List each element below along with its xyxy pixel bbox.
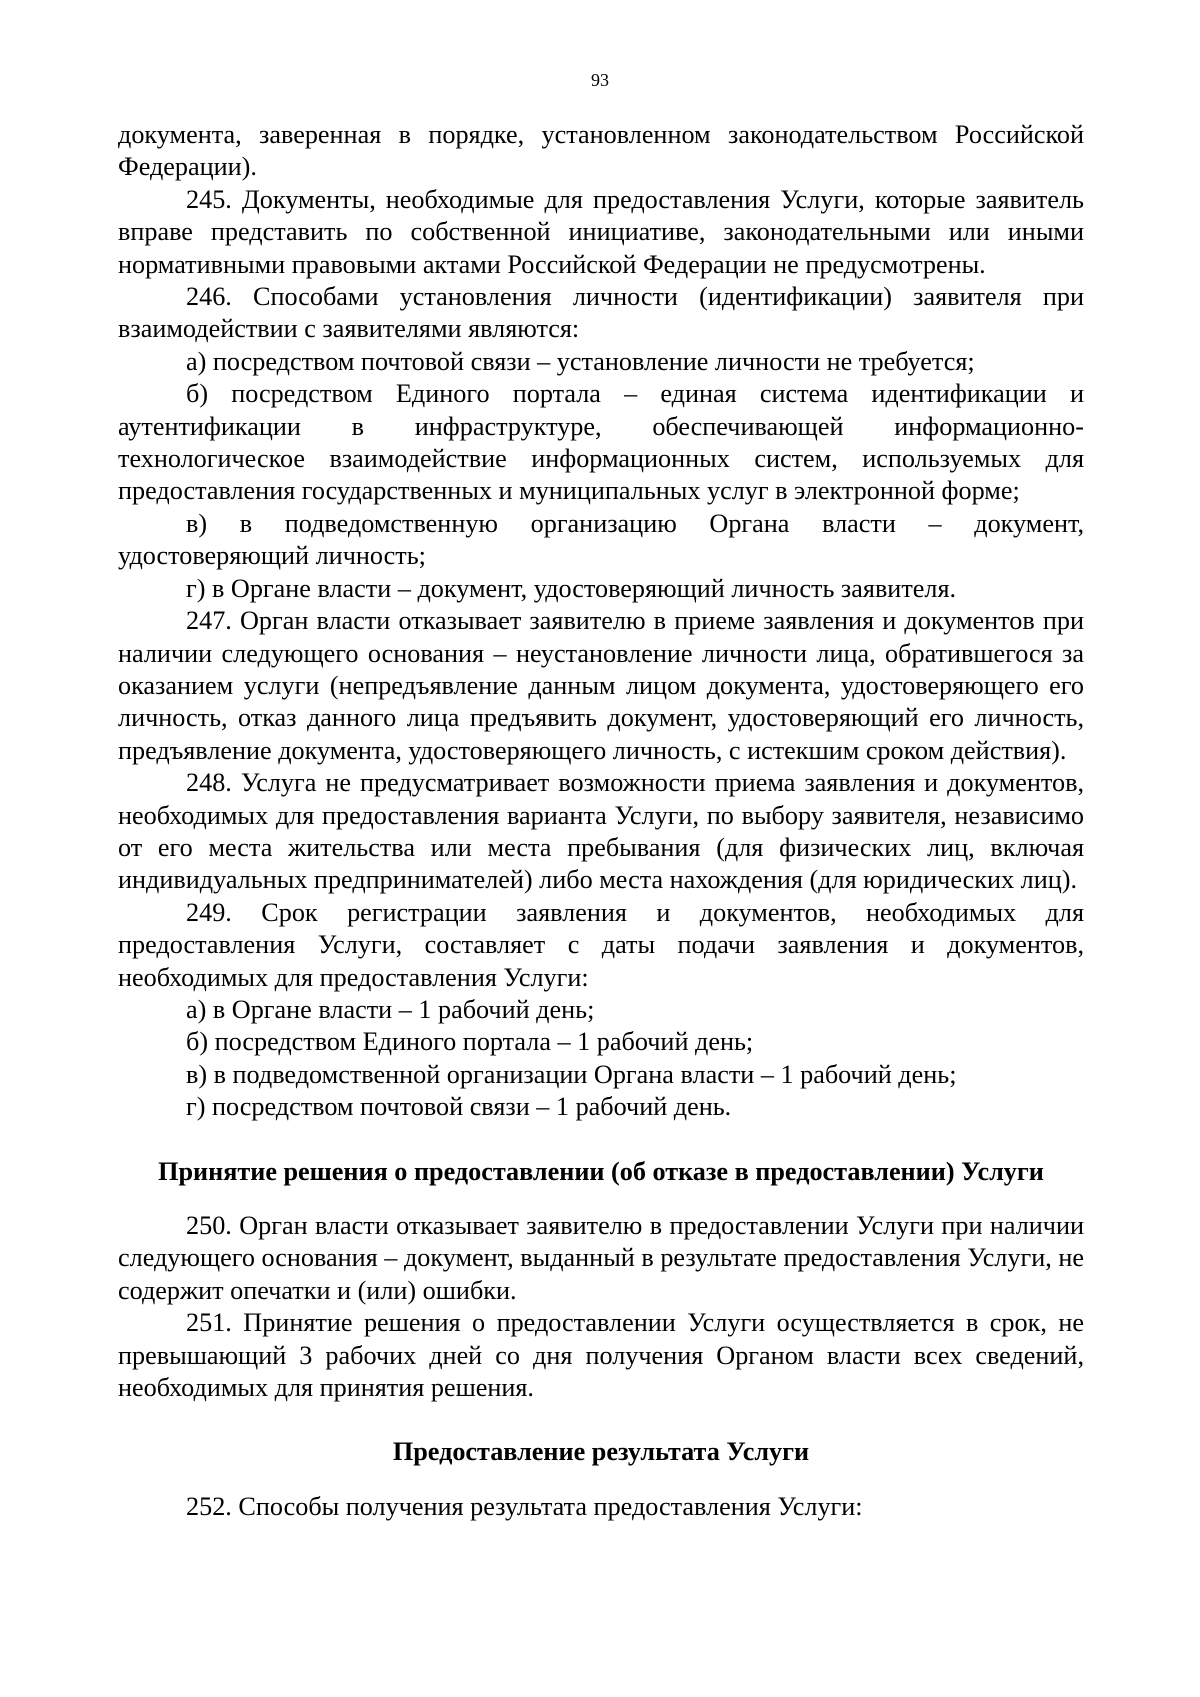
paragraph-247: 247. Орган власти отказывает заявителю в приеме заявления и документов при наличии следующего основания – неустановление личности лица, обратившегося за оказанием услуги (непредъявление данным лицом документа, удостоверяющего его личность, отказ данного лица предъявить документ, удостоверяющий его личность, предъявление документа, удостоверяющего личность, с истекшим сроком действия). — [118, 606, 1084, 765]
paragraph-246-b: б) посредством Единого портала – единая система идентификации и аутентификации в инфраструктуре, обеспечивающей информационно-технологическое взаимодействие информационных систем, используемых для предоставления государственных и муниципальных услуг в электронной форме; — [118, 379, 1084, 506]
paragraph-249: 249. Срок регистрации заявления и документов, необходимых для предоставления Услуги, составляет с даты подачи заявления и документов, необходимых для предоставления Услуги: — [118, 897, 1084, 992]
paragraph-249-a: а) в Органе власти – 1 рабочий день; — [186, 994, 595, 1024]
paragraph-246-v: в) в подведомственную организацию Органа власти – документ, удостоверяющий личность; — [118, 508, 1084, 571]
paragraph-246: 246. Способами установления личности (идентификации) заявителя при взаимодействии с заявителями являются: — [118, 282, 1084, 344]
page-number: 93 — [591, 70, 609, 90]
section-heading-decision: Принятие решения о предоставлении (об отказе в предоставлении) Услуги — [158, 1156, 1044, 1186]
paragraph-248: 248. Услуга не предусматривает возможности приема заявления и документов, необходимых для предоставления варианта Услуги, по выбору заявителя, независимо от его места жительства или места пребывания (для физических лиц, включая индивидуальных предпринимателей) либо места нахождения (для юридических лиц). — [118, 768, 1084, 895]
paragraph-251: 251. Принятие решения о предоставлении Услуги осуществляется в срок, не превышающий 3 рабочих дней со дня получения Органом власти всех сведений, необходимых для принятия решения. — [118, 1308, 1084, 1403]
paragraph-250: 250. Орган власти отказывает заявителю в предоставлении Услуги при наличии следующего основания – документ, выданный в результате предоставления Услуги, не содержит опечатки и (или) ошибки. — [118, 1211, 1084, 1305]
paragraph-246-a: а) посредством почтовой связи – установление личности не требуется; — [186, 346, 975, 376]
paragraph-249-g: г) посредством почтовой связи – 1 рабочий день. — [186, 1092, 732, 1122]
paragraph-252: 252. Способы получения результата предоставления Услуги: — [186, 1491, 863, 1521]
document-body — [118, 119, 1084, 1523]
paragraph-249-v: в) в подведомственной организации Органа власти – 1 рабочий день; — [186, 1059, 957, 1089]
paragraph-246-g: г) в Органе власти – документ, удостоверяющий личность заявителя. — [186, 573, 957, 603]
paragraph-249-b: б) посредством Единого портала – 1 рабочий день; — [186, 1027, 754, 1057]
section-heading-result: Предоставление результата Услуги — [392, 1437, 810, 1467]
paragraph-continuation: документа, заверенная в порядке, установленном законодательством Российской Федерации). — [118, 120, 1084, 182]
paragraph-245: 245. Документы, необходимые для предоставления Услуги, которые заявитель вправе представить по собственной инициативе, законодательными или иными нормативными правовыми актами Российской Федерации не предусмотрены. — [118, 184, 1084, 279]
